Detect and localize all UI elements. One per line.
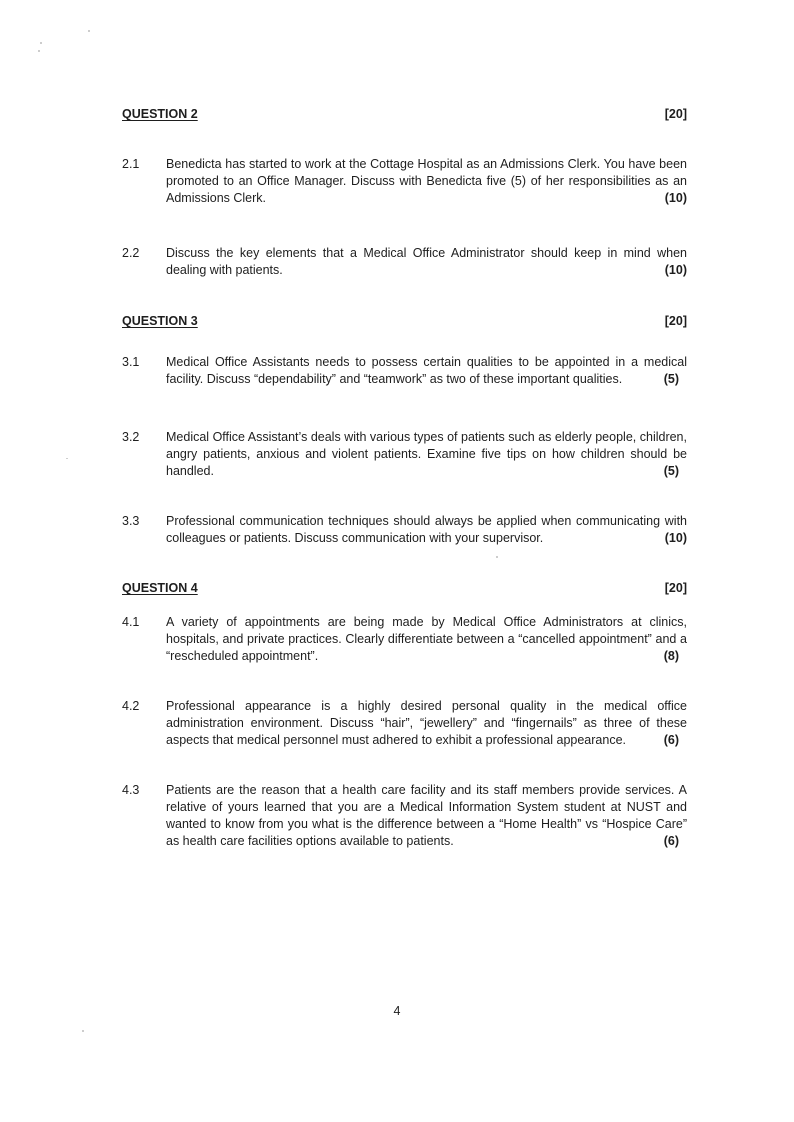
question-body (166, 156, 687, 207)
question-body (166, 354, 687, 388)
scan-speck (38, 50, 40, 52)
question-body (166, 429, 687, 480)
question-text: Medical Office Assistants needs to possess certain qualities to be appointed in a medical facility. Discuss “dependability” and “teamwork” as two of these important qualities. (166, 355, 687, 386)
question-mark: (5) (663, 372, 679, 386)
question-body (166, 614, 687, 665)
question-number: 3.1 (122, 355, 140, 369)
section-title: QUESTION 4 (122, 581, 198, 595)
question-text: Patients are the reason that a health care facility and its staff members provide services. A relative of yours learned that you are a Medical Information System student at NUST and wanted to know from you what is the difference between a “Home Health” vs “Hospice Care” as health care facilities options available to patients. (166, 783, 687, 848)
section-title: QUESTION 2 (122, 107, 198, 121)
page-number: 4 (393, 1004, 401, 1018)
question-mark: (6) (663, 733, 679, 747)
question-mark: (10) (664, 263, 687, 277)
question-text: Benedicta has started to work at the Cottage Hospital as an Admissions Clerk. You have been promoted to an Office Manager. Discuss with Benedicta five (5) of her responsibilities as an Admissions Clerk. (166, 157, 687, 205)
section-total-marks: [20] (664, 314, 687, 328)
question-text: Professional appearance is a highly desired personal quality in the medical office administration environment. Discuss “hair”, “jewellery” and “fingernails” as three of these aspects that medical personnel must adhered to exhibit a professional appearance. (166, 699, 687, 747)
scan-speck (66, 458, 68, 459)
question-mark: (10) (664, 191, 687, 205)
question-mark: (10) (664, 531, 687, 545)
scan-speck (88, 30, 90, 32)
question-text: Discuss the key elements that a Medical Office Administrator should keep in mind when dealing with patients. (166, 246, 687, 277)
section-header-question-3 (122, 314, 687, 332)
scan-speck (496, 556, 498, 558)
question-text: Professional communication techniques should always be applied when communicating with colleagues or patients. Discuss communication with your supervisor. (166, 514, 687, 545)
question-text: A variety of appointments are being made by Medical Office Administrators at clinics, hospitals, and private practices. Clearly differentiate between a “cancelled appointment” and a “rescheduled appointment”. (166, 615, 687, 663)
section-header-question-4 (122, 581, 687, 599)
section-total-marks: [20] (664, 107, 687, 121)
section-header-question-2 (122, 107, 687, 125)
question-mark: (8) (663, 649, 679, 663)
question-number: 2.2 (122, 246, 140, 260)
section-title: QUESTION 3 (122, 314, 198, 328)
question-number: 4.2 (122, 699, 140, 713)
question-body (166, 513, 687, 547)
scan-speck (40, 42, 42, 44)
question-body (166, 245, 687, 279)
question-number: 4.1 (122, 615, 140, 629)
question-mark: (6) (663, 834, 679, 848)
section-total-marks: [20] (664, 581, 687, 595)
question-number: 4.3 (122, 783, 140, 797)
question-mark: (5) (663, 464, 679, 478)
question-number: 2.1 (122, 157, 140, 171)
question-number: 3.2 (122, 430, 140, 444)
scan-speck (82, 1030, 84, 1032)
question-text: Medical Office Assistant’s deals with various types of patients such as elderly people, children, angry patients, anxious and violent patients. Examine five tips on how children should be handled. (166, 430, 687, 478)
question-number: 3.3 (122, 514, 140, 528)
question-body (166, 782, 687, 850)
question-body (166, 698, 687, 749)
